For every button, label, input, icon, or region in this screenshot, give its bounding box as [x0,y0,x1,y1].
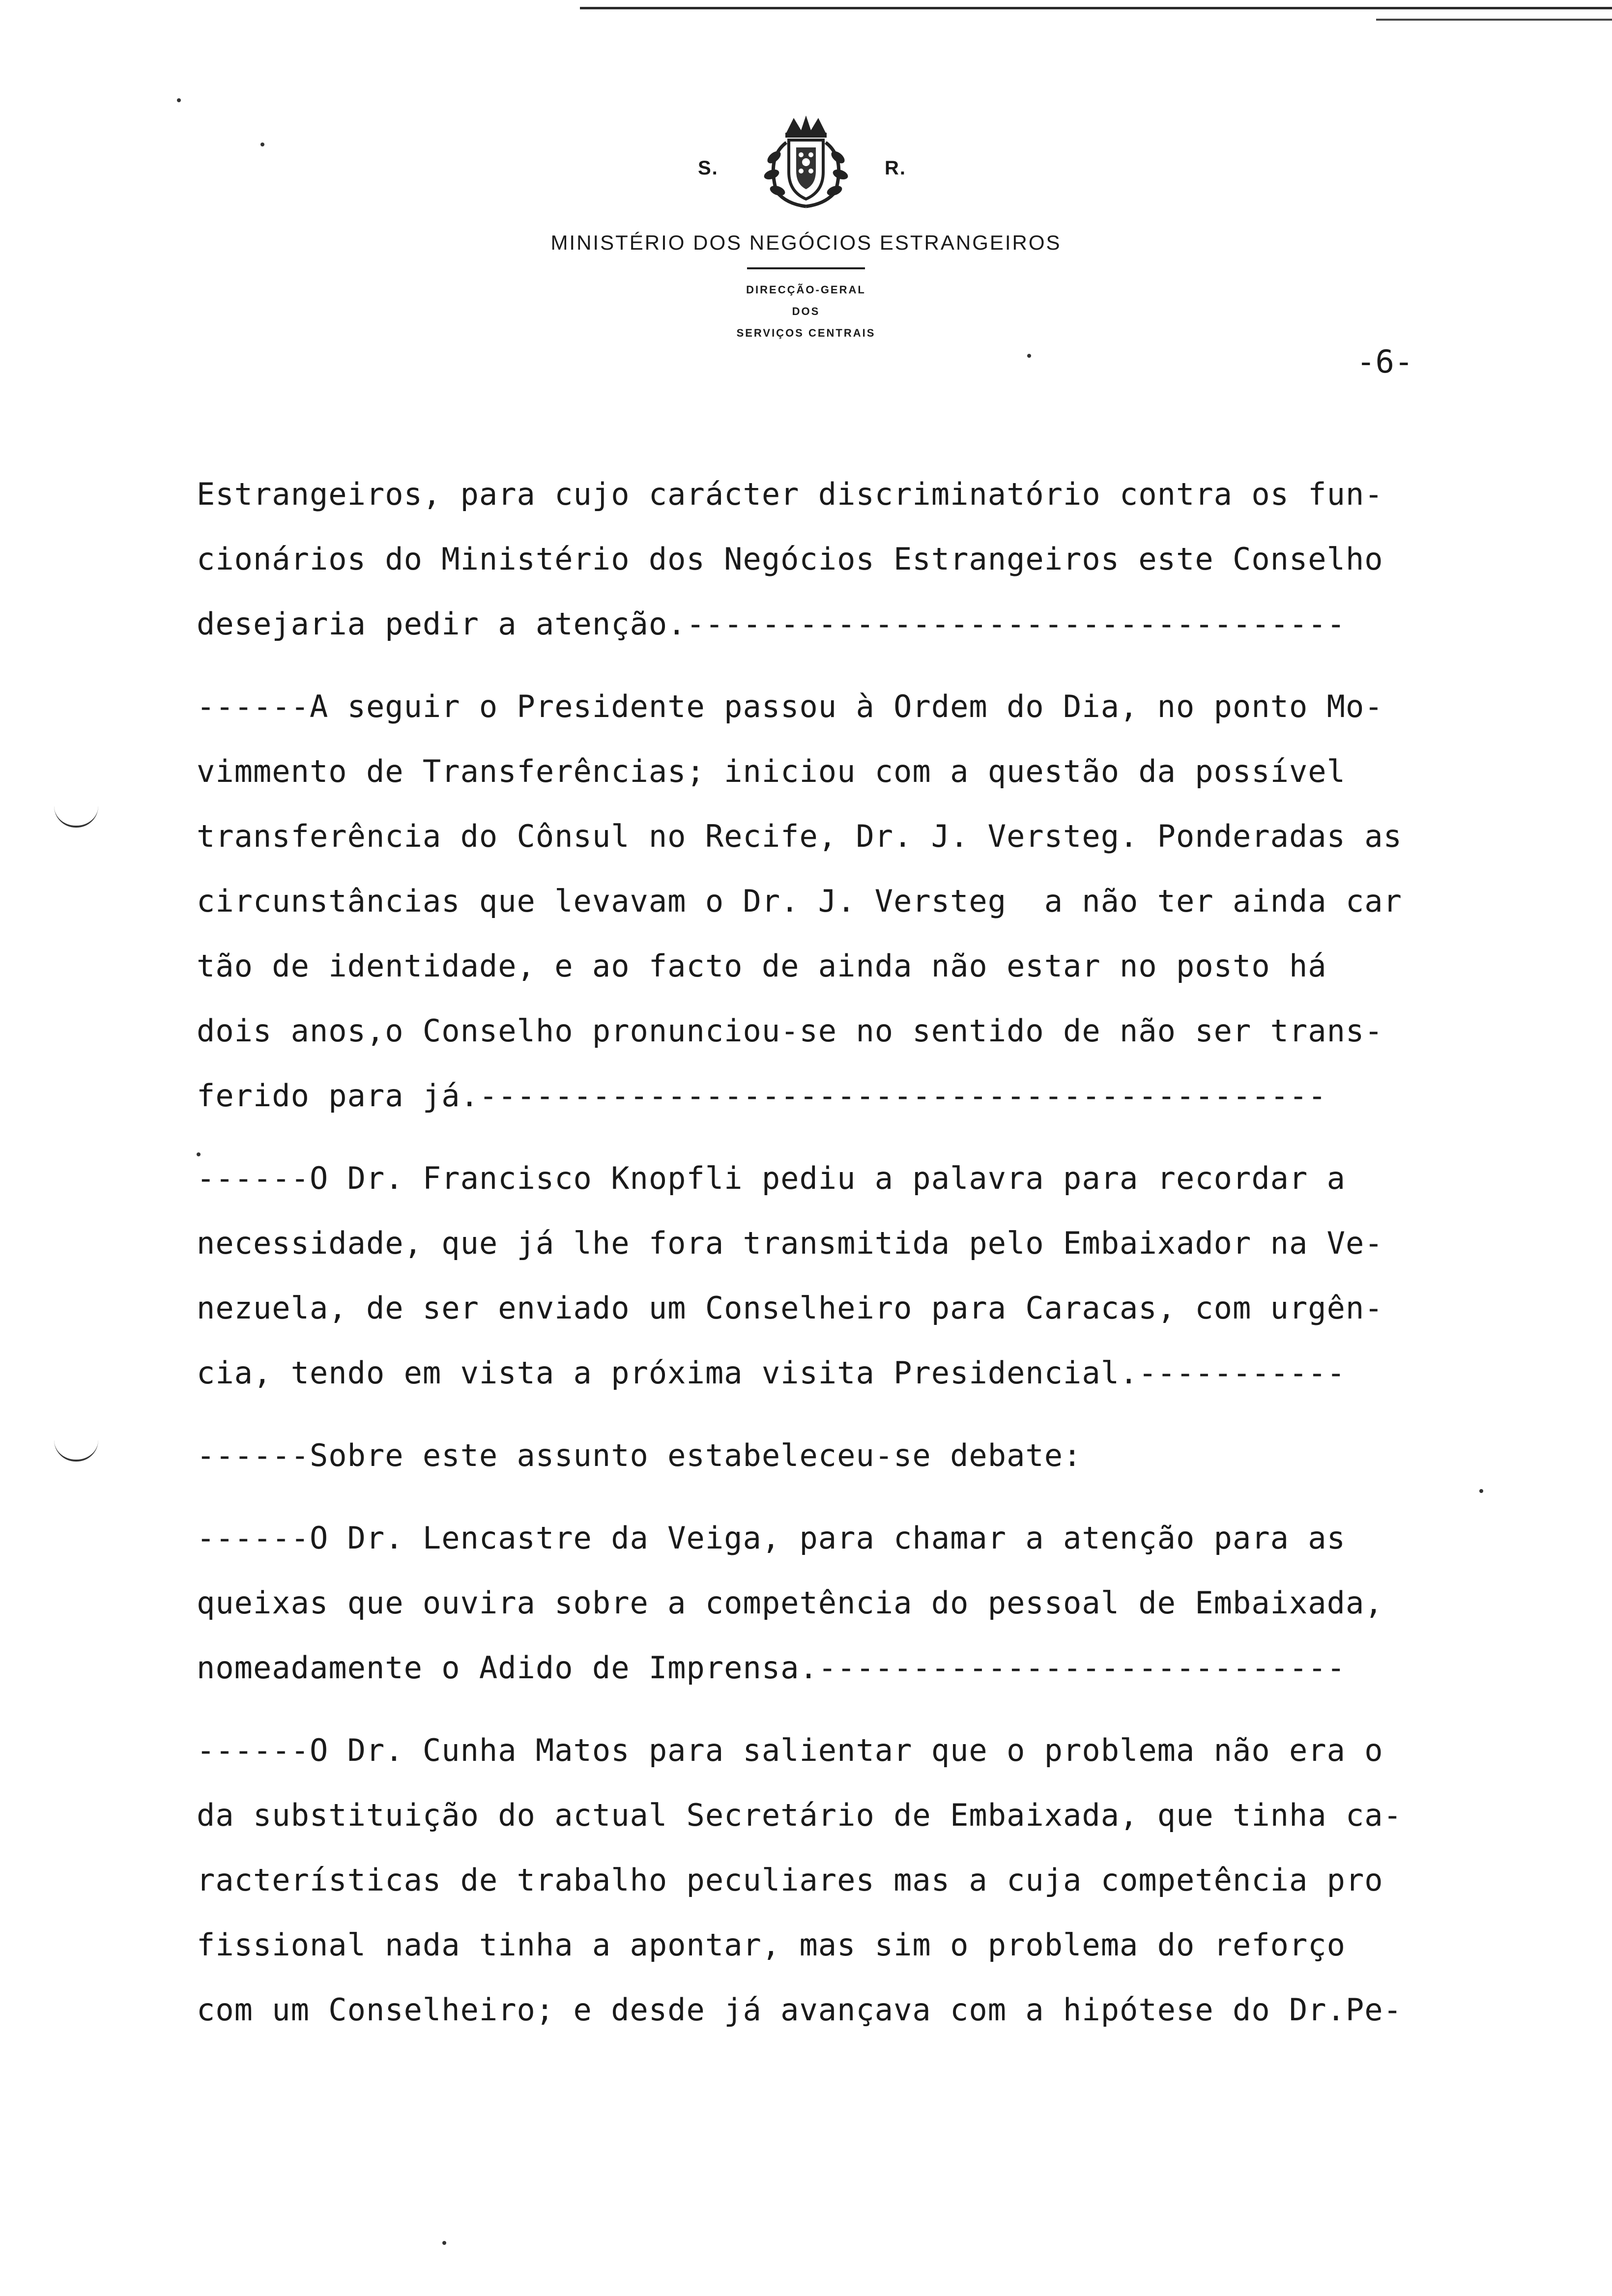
paragraph [197,1718,1514,2042]
text-line: tão de identidade, e ao facto de ainda não estar no posto há [197,948,1327,984]
page-number: -6- [1356,344,1413,380]
letterhead [491,113,1121,344]
department-line: DOS [792,305,820,317]
text-line: circunstâncias que levavam o Dr. J. Versteg a não ter ainda car [197,883,1402,919]
speck [177,98,181,102]
text-line: transferência do Cônsul no Recife, Dr. J. Versteg. Ponderadas as [197,818,1402,854]
letterhead-initial-right: R. [885,157,906,179]
paragraph [197,1506,1514,1700]
paragraph [197,1146,1514,1406]
letterhead-initial-left: S. [698,157,719,179]
document-body [197,462,1514,2042]
paragraph [197,674,1514,1128]
speck [1027,354,1031,358]
ministry-divider [747,267,865,269]
text-line: racterísticas de trabalho peculiares mas a cuja competência pro [197,1862,1383,1898]
text-line: com um Conselheiro; e desde já avançava com a hipótese do Dr.Pe- [197,1992,1402,2028]
text-line: cia, tendo em vista a próxima visita Presidencial.----------- [197,1355,1346,1391]
top-border-line [580,7,1612,9]
top-border-line-secondary [1376,19,1612,21]
paragraph [197,462,1514,657]
speck [442,2241,446,2245]
text-line: ferido para já.--------------------------------------------- [197,1078,1327,1114]
text-line: dois anos,o Conselho pronunciou-se no sentido de não ser trans- [197,1013,1383,1049]
text-line: ------O Dr. Lencastre da Veiga, para chamar a atenção para as [197,1520,1346,1556]
ministry-name: MINISTÉRIO DOS NEGÓCIOS ESTRANGEIROS [550,231,1062,254]
margin-mark [54,1440,98,1462]
text-line: vimmento de Transferências; iniciou com a questão da possível [197,753,1346,789]
text-line: ------O Dr. Cunha Matos para salientar que o problema não era o [197,1732,1383,1768]
text-line: fissional nada tinha a apontar, mas sim o problema do reforço [197,1927,1346,1963]
speck [260,143,264,146]
text-line: ------Sobre este assunto estabeleceu-se debate: [197,1437,1082,1473]
text-line: desejaria pedir a atenção.----------------------------------- [197,606,1346,642]
text-line: nezuela, de ser enviado um Conselheiro para Caracas, com urgên- [197,1290,1383,1326]
text-line: necessidade, que já lhe fora transmitida pelo Embaixador na Ve- [197,1225,1383,1261]
department-line: DIRECÇÃO-GERAL [746,284,866,296]
text-line: da substituição do actual Secretário de Embaixada, que tinha ca- [197,1797,1402,1833]
text-line: ------O Dr. Francisco Knopfli pediu a palavra para recordar a [197,1160,1346,1196]
margin-mark [54,806,98,828]
crest-row [491,113,1121,221]
text-line: Estrangeiros, para cujo carácter discriminatório contra os fun- [197,476,1383,512]
paragraph [197,1423,1514,1488]
department-line: SERVIÇOS CENTRAIS [736,327,876,339]
text-line: ------A seguir o Presidente passou à Ordem do Dia, no ponto Mo- [197,689,1383,724]
text-line: queixas que ouvira sobre a competência do pessoal de Embaixada, [197,1585,1383,1621]
text-line: nomeadamente o Adido de Imprensa.---------------------------- [197,1650,1346,1686]
coat-of-arms-icon [747,113,865,211]
text-line: cionários do Ministério dos Negócios Estrangeiros este Conselho [197,541,1383,577]
